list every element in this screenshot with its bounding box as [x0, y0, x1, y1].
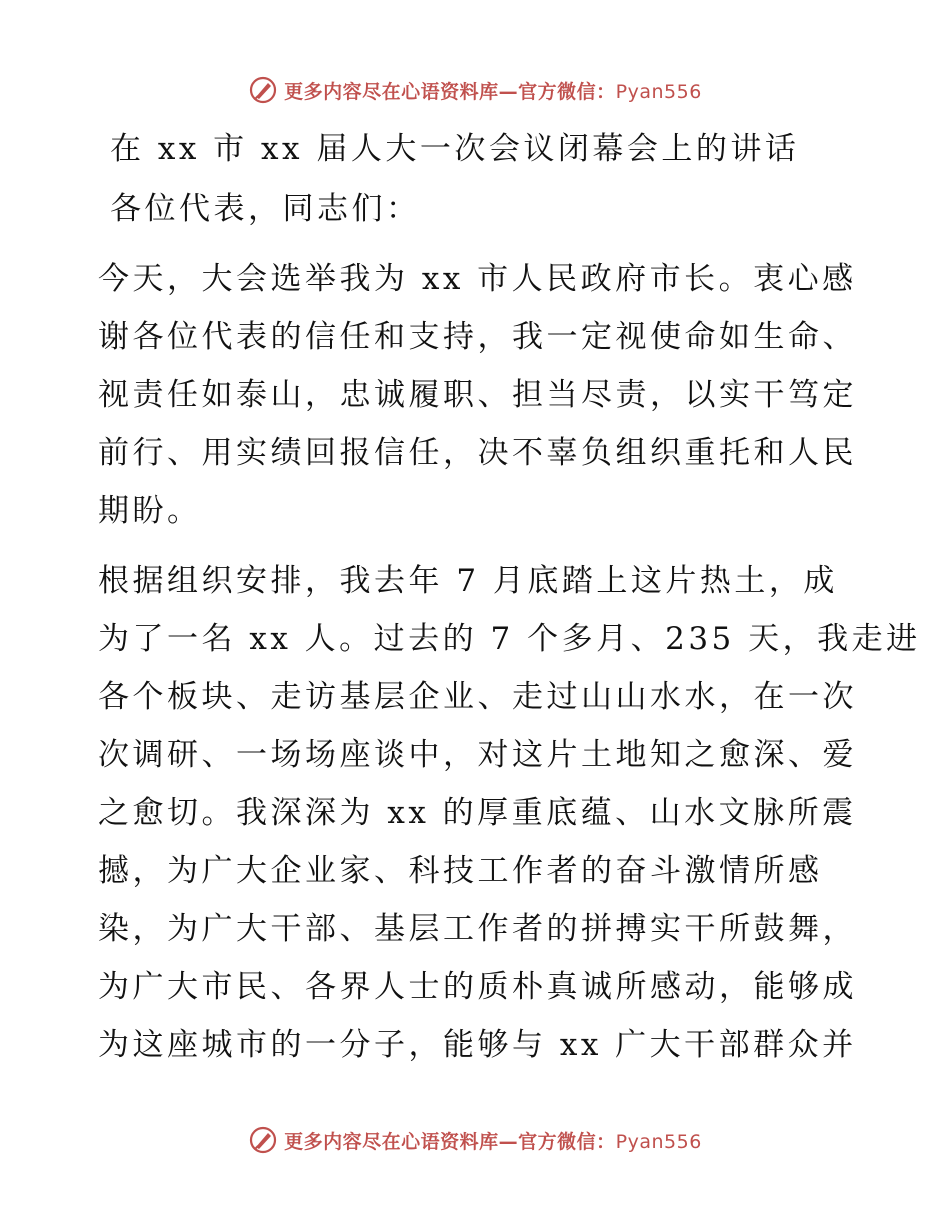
watermark-wechat-id: Pyan556: [615, 80, 702, 103]
paragraph-line: 视责任如泰山，忠诚履职、担当尽责，以实干笃定: [98, 377, 857, 413]
quill-pen-logo-icon: [248, 1125, 278, 1155]
document-body: [98, 120, 921, 1074]
paragraph-2: [98, 552, 921, 1074]
paragraph-line: 次调研、一场场座谈中，对这片土地知之愈深、爱: [98, 737, 857, 773]
watermark-banner-top: [0, 70, 950, 110]
paragraph-line: 期盼。: [98, 493, 202, 529]
watermark-text: [284, 1127, 702, 1154]
paragraph-line: 前行、用实绩回报信任，决不辜负组织重托和人民: [98, 435, 857, 471]
paragraph-line: 根据组织安排，我去年 7 月底踏上这片热土，成: [98, 563, 838, 599]
document-salutation: 各位代表，同志们：: [110, 191, 421, 227]
paragraph-line: 今天，大会选举我为 xx 市人民政府市长。衷心感: [98, 261, 857, 297]
watermark-slogan: 更多内容尽在心语资料库—官方微信：: [284, 1130, 616, 1153]
paragraph-line: 谢各位代表的信任和支持，我一定视使命如生命、: [98, 319, 857, 355]
watermark-banner-bottom: [0, 1120, 950, 1160]
paragraph-line: 染，为广大干部、基层工作者的拼搏实干所鼓舞，: [98, 911, 857, 947]
document-title: 在 xx 市 xx 届人大一次会议闭幕会上的讲话: [110, 131, 800, 167]
watermark-text: [284, 77, 702, 104]
paragraph-1: [98, 250, 857, 540]
paragraph-line: 为这座城市的一分子，能够与 xx 广大干部群众并: [98, 1027, 857, 1063]
watermark-wechat-id: Pyan556: [615, 1130, 702, 1153]
paragraph-line: 撼，为广大企业家、科技工作者的奋斗激情所感: [98, 853, 823, 889]
paragraph-line: 各个板块、走访基层企业、走过山山水水，在一次: [98, 679, 857, 715]
paragraph-line: 为了一名 xx 人。过去的 7 个多月、235 天，我走进: [98, 621, 921, 657]
paragraph-line: 为广大市民、各界人士的质朴真诚所感动，能够成: [98, 969, 857, 1005]
paragraph-line: 之愈切。我深深为 xx 的厚重底蕴、山水文脉所震: [98, 795, 857, 831]
quill-pen-logo-icon: [248, 75, 278, 105]
watermark-slogan: 更多内容尽在心语资料库—官方微信：: [284, 80, 616, 103]
